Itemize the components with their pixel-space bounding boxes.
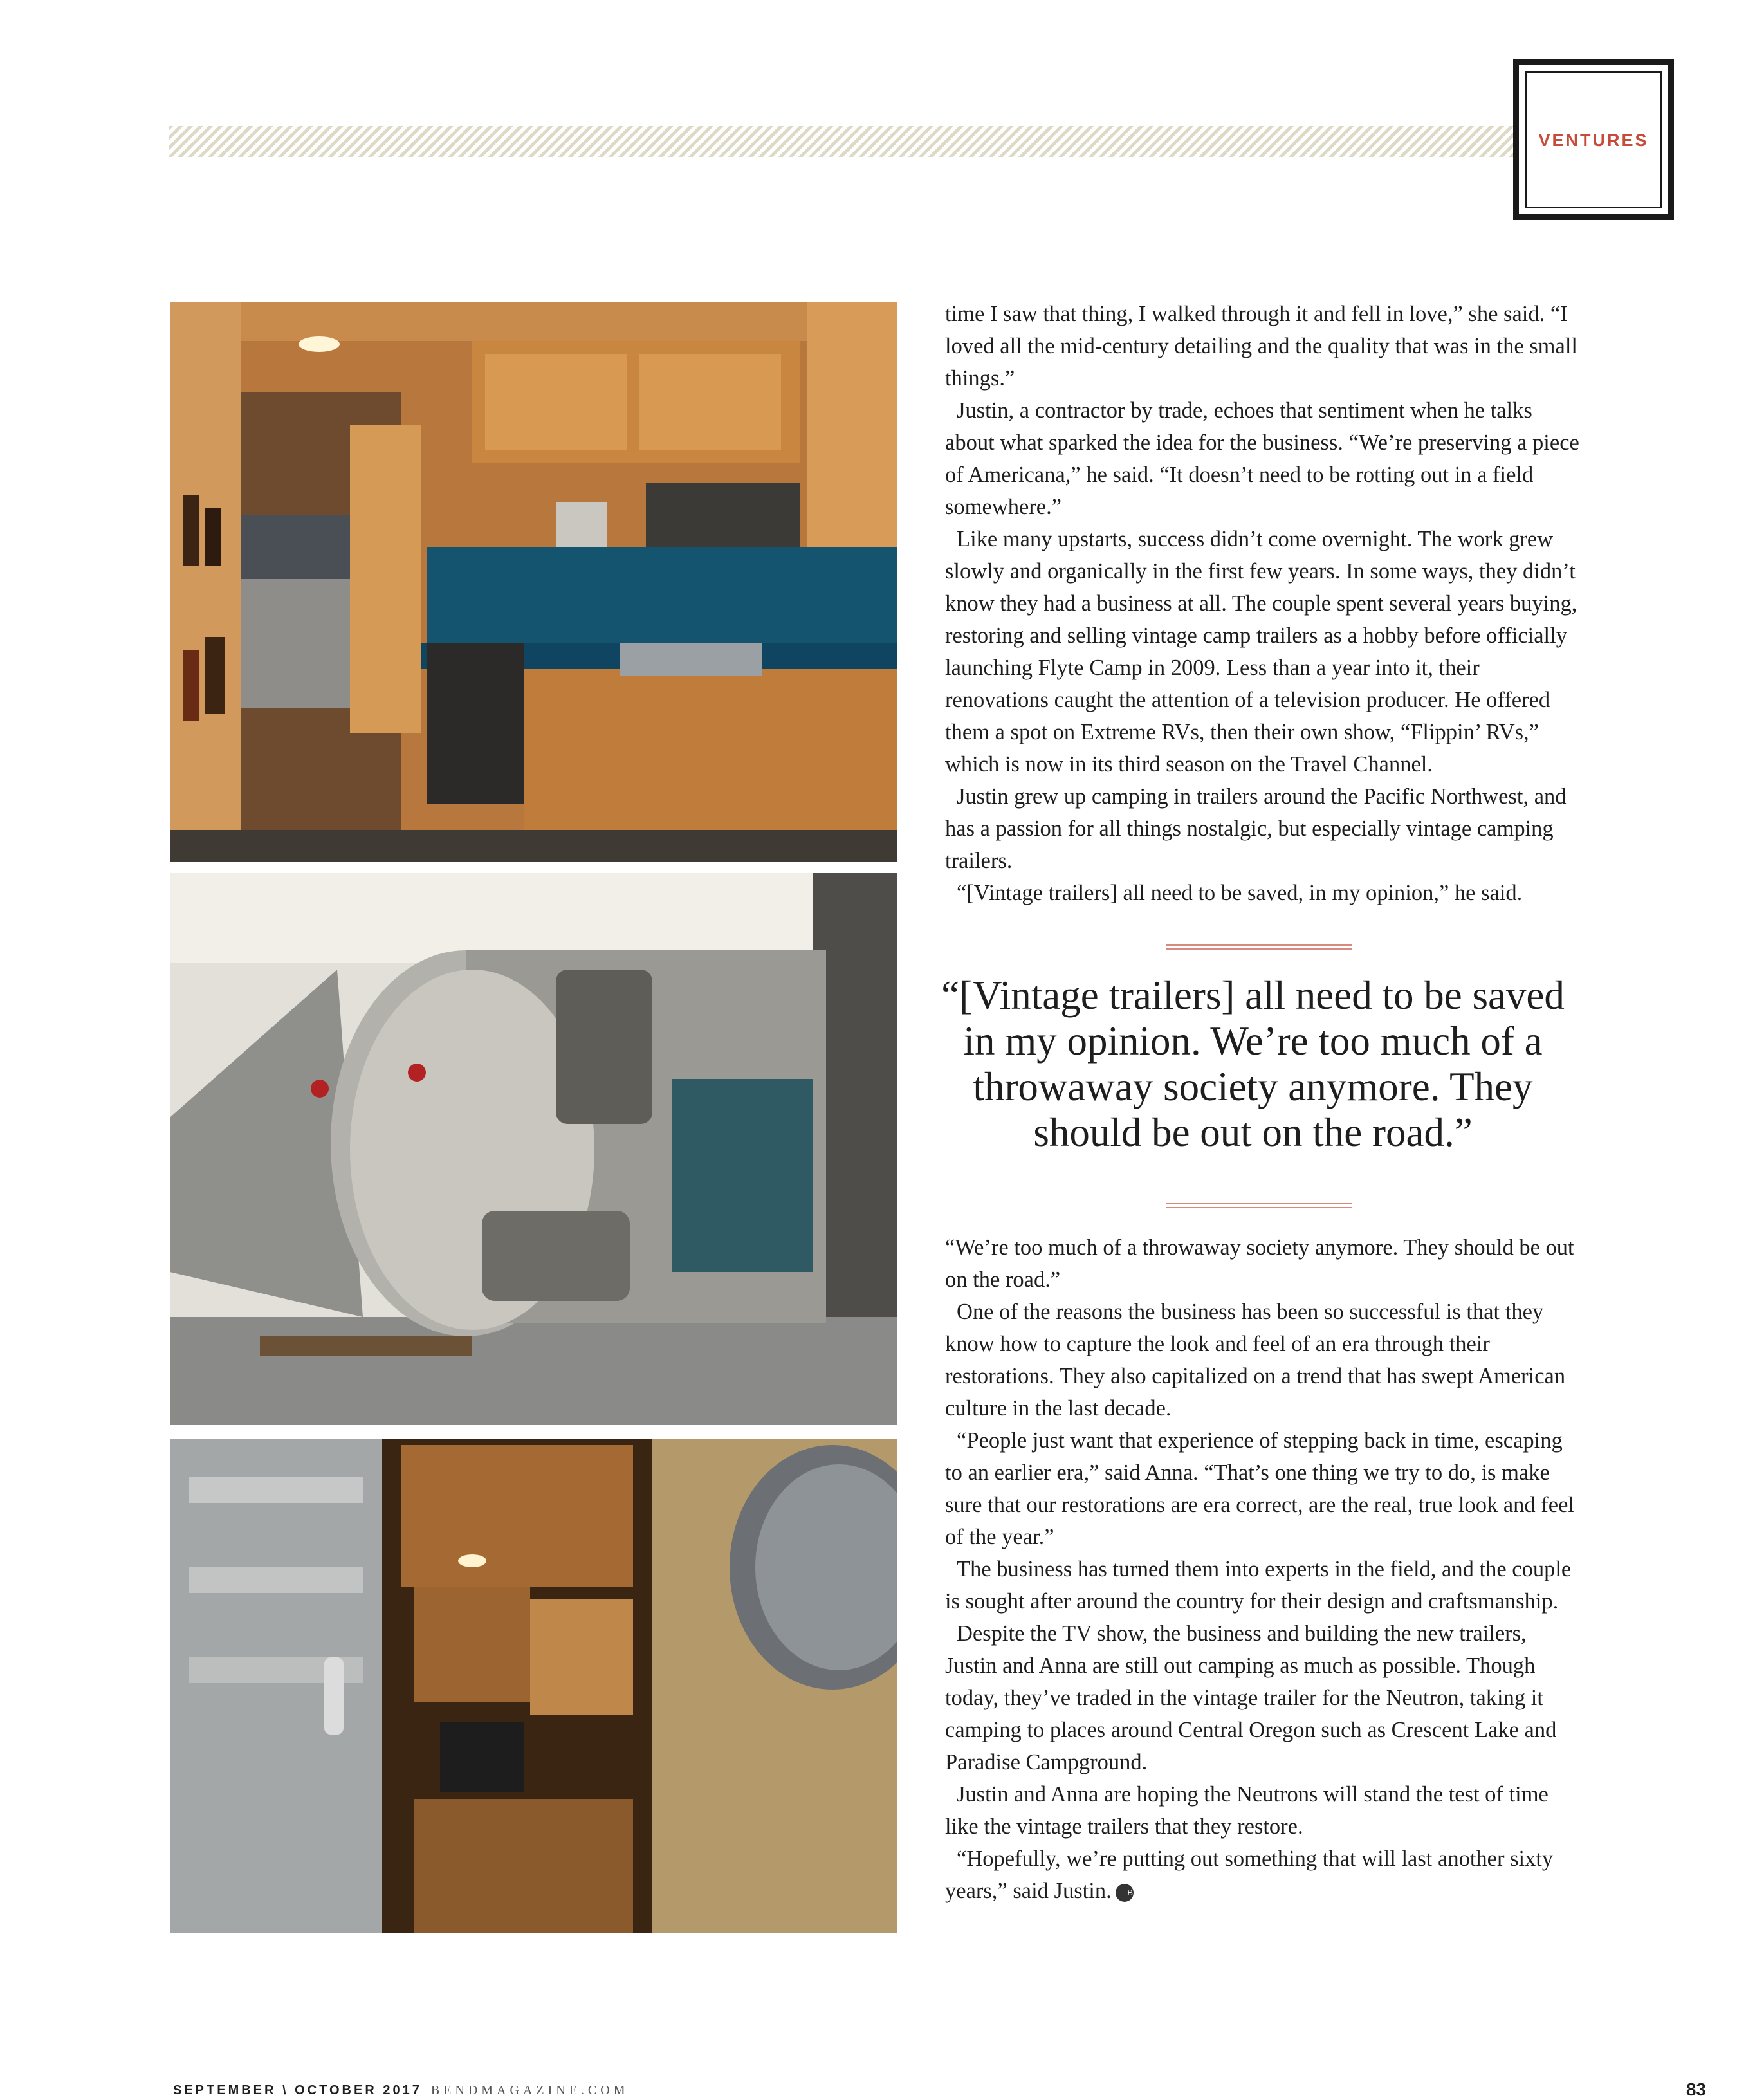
pull-quote-rule-top: [1166, 944, 1352, 950]
article-column-bottom: [945, 1231, 1582, 1907]
section-label: VENTURES: [1538, 131, 1649, 150]
article-column-top: [945, 298, 1582, 909]
paragraph: Justin, a contractor by trade, echoes that sentiment when he talks about what sparked the idea for the business. “We’re preserving a piece of Americana,” he said. “It doesn’t need to be rotting out in a field somewhere.”: [945, 398, 1579, 519]
paragraph: Despite the TV show, the business and building the new trailers, Justin and Anna are still out camping as much as possible. Though today, they’ve traded in the vintage trailer for the Neutron, taking it camping to places around Central Oregon such as Crescent Lake and Paradise Campground.: [945, 1621, 1557, 1774]
paragraph: Justin grew up camping in trailers around the Pacific Northwest, and has a passion for all things nostalgic, but especially vintage camping trailers.: [945, 784, 1567, 873]
page-number: 83: [1686, 2079, 1706, 2099]
photo-trailer-doorway: [170, 1439, 897, 1933]
header-hatch-bar: [169, 126, 1513, 157]
paragraph: The business has turned them into experts in the field, and the couple is sought after around the country for their design and craftsmanship.: [945, 1557, 1572, 1614]
paragraph-last: [945, 1843, 1582, 1907]
paragraph: “[Vintage trailers] all need to be saved, in my opinion,” he said.: [957, 881, 1523, 905]
footer-issue-line: [173, 2083, 629, 2098]
photo-trailer-kitchen: [170, 302, 897, 862]
paragraph: “We’re too much of a throwaway society anymore. They should be out on the road.”: [945, 1235, 1574, 1292]
paragraph: One of the reasons the business has been so successful is that they know how to capture the look and feel of an era through their restorations. They also capitalized on a trend that has swept American culture in the last decade.: [945, 1300, 1566, 1421]
paragraph: Like many upstarts, success didn’t come overnight. The work grew slowly and organically in the first few years. In some ways, they didn’t know they had a business at all. The couple spent several years buying, restoring and selling vintage camp trailers as a hobby before officially launching Flyte Camp in 2009. Less than a year into it, their renovations caught the attention of a television producer. He offered them a spot on Extreme RVs, then their own show, “Flippin’ RVs,” which is now in its third season on the Travel Channel.: [945, 527, 1577, 777]
paragraph-last-text: “Hopefully, we’re putting out something that will last another sixty years,” said Justin.: [945, 1847, 1554, 1903]
footer-issue: SEPTEMBER \ OCTOBER 2017: [173, 2083, 422, 2097]
photo-aluminum-trailer: [170, 873, 897, 1425]
footer-site: BENDMAGAZINE.COM: [430, 2083, 629, 2097]
paragraph: Justin and Anna are hoping the Neutrons will stand the test of time like the vintage trailers that they restore.: [945, 1782, 1549, 1839]
end-mark-icon: B: [1116, 1884, 1134, 1902]
paragraph: time I saw that thing, I walked through it and fell in love,” she said. “I loved all the mid-century detailing and the quality that was in the small things.”: [945, 302, 1577, 391]
section-tag: [1513, 59, 1674, 220]
pull-quote-rule-bottom: [1166, 1203, 1352, 1208]
pull-quote: “[Vintage trailers] all need to be saved in my opinion. We’re too much of a throwaway society anymore. They should be out on the road.”: [941, 973, 1565, 1155]
paragraph: “People just want that experience of stepping back in time, escaping to an earlier era,” said Anna. “That’s one thing we try to do, is make sure that our restorations are era correct, are the real, true look and feel of the year.”: [945, 1428, 1574, 1549]
